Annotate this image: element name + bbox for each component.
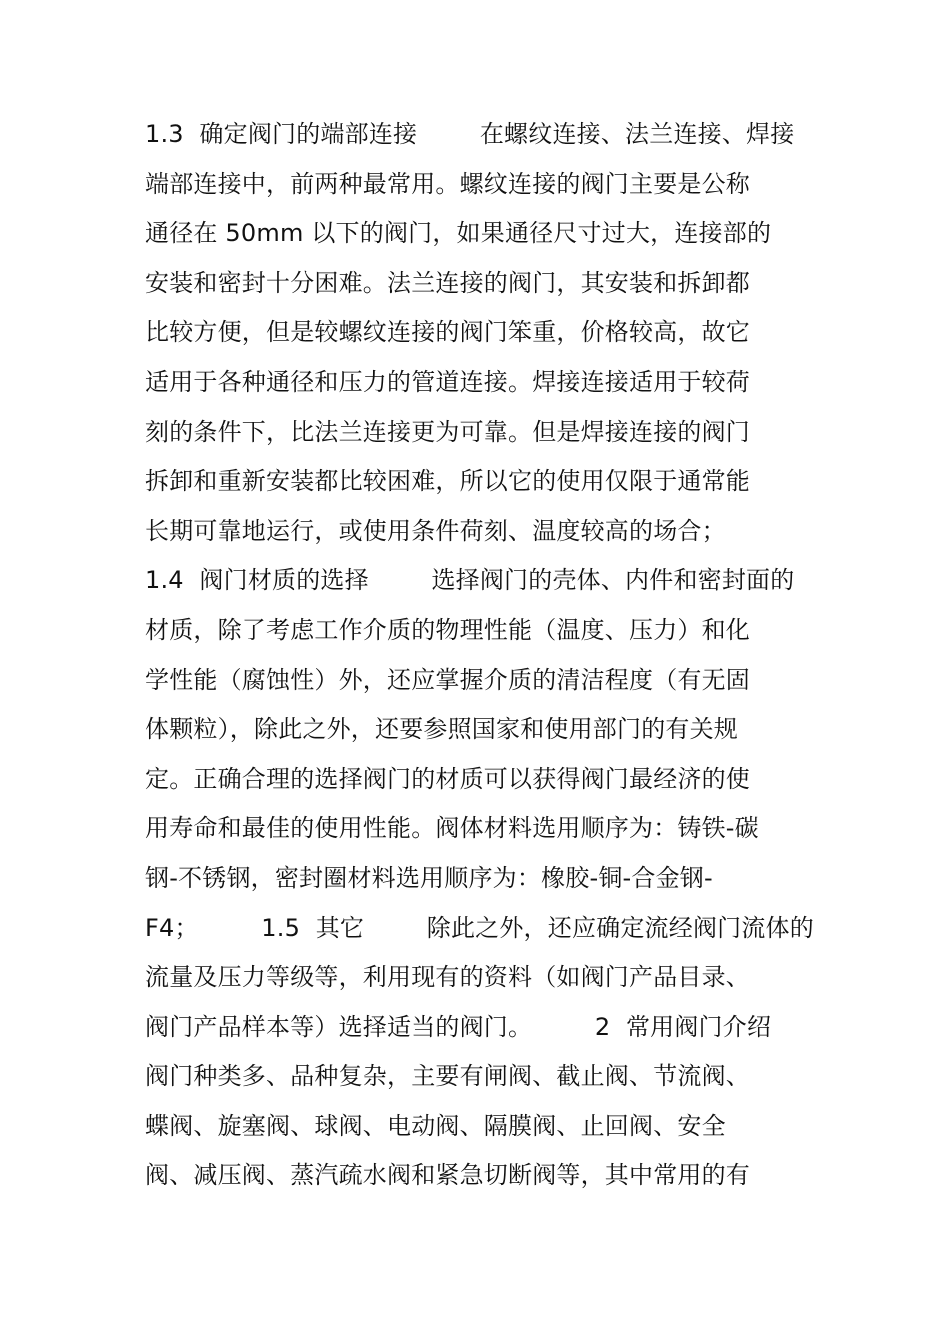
text-line: 流量及压力等级等，利用现有的资料（如阀门产品目录、 [145, 963, 750, 992]
text-line: 刻的条件下，比法兰连接更为可靠。但是焊接连接的阀门 [145, 417, 750, 446]
text-line: 长期可靠地运行，或使用条件荷刻、温度较高的场合； [145, 516, 726, 545]
body-text [145, 110, 825, 1201]
text-line: 安装和密封十分困难。法兰连接的阀门，其安装和拆卸都 [145, 268, 750, 297]
text-line: 通径在 50mm 以下的阀门，如果通径尺寸过大，连接部的 [145, 219, 772, 248]
text-line: 1.4 阀门材质的选择 选择阀门的壳体、内件和密封面的 [145, 566, 795, 595]
text-line: F4； 1.5 其它 除此之外，还应确定流经阀门流体的 [145, 913, 814, 942]
text-line: 阀门产品样本等）选择适当的阀门。 2 常用阀门介绍 [145, 1012, 772, 1041]
text-line: 材质，除了考虑工作介质的物理性能（温度、压力）和化 [145, 615, 750, 644]
text-line: 1.3 确定阀门的端部连接 在螺纹连接、法兰连接、焊接 [145, 120, 795, 148]
text-line: 钢-不锈钢，密封圈材料选用顺序为：橡胶-铜-合金钢- [145, 863, 713, 892]
text-line: 拆卸和重新安装都比较困难，所以它的使用仅限于通常能 [145, 467, 750, 496]
text-line: 阀门种类多、品种复杂，主要有闸阀、截止阀、节流阀、 [145, 1062, 750, 1091]
text-line: 体颗粒），除此之外，还要参照国家和使用部门的有关规 [145, 715, 738, 744]
text-line: 端部连接中，前两种最常用。螺纹连接的阀门主要是公称 [145, 169, 750, 198]
text-line: 比较方便，但是较螺纹连接的阀门笨重，价格较高，故它 [145, 318, 750, 347]
text-line: 定。正确合理的选择阀门的材质可以获得阀门最经济的使 [145, 764, 750, 793]
text-line: 用寿命和最佳的使用性能。阀体材料选用顺序为：铸铁-碳 [145, 814, 759, 843]
text-line: 阀、减压阀、蒸汽疏水阀和紧急切断阀等，其中常用的有 [145, 1161, 750, 1190]
text-line: 适用于各种通径和压力的管道连接。焊接连接适用于较荷 [145, 367, 750, 396]
text-line: 蝶阀、旋塞阀、球阀、电动阀、隔膜阀、止回阀、安全 [145, 1111, 726, 1140]
text-line: 学性能（腐蚀性）外，还应掌握介质的清洁程度（有无固 [145, 665, 750, 694]
